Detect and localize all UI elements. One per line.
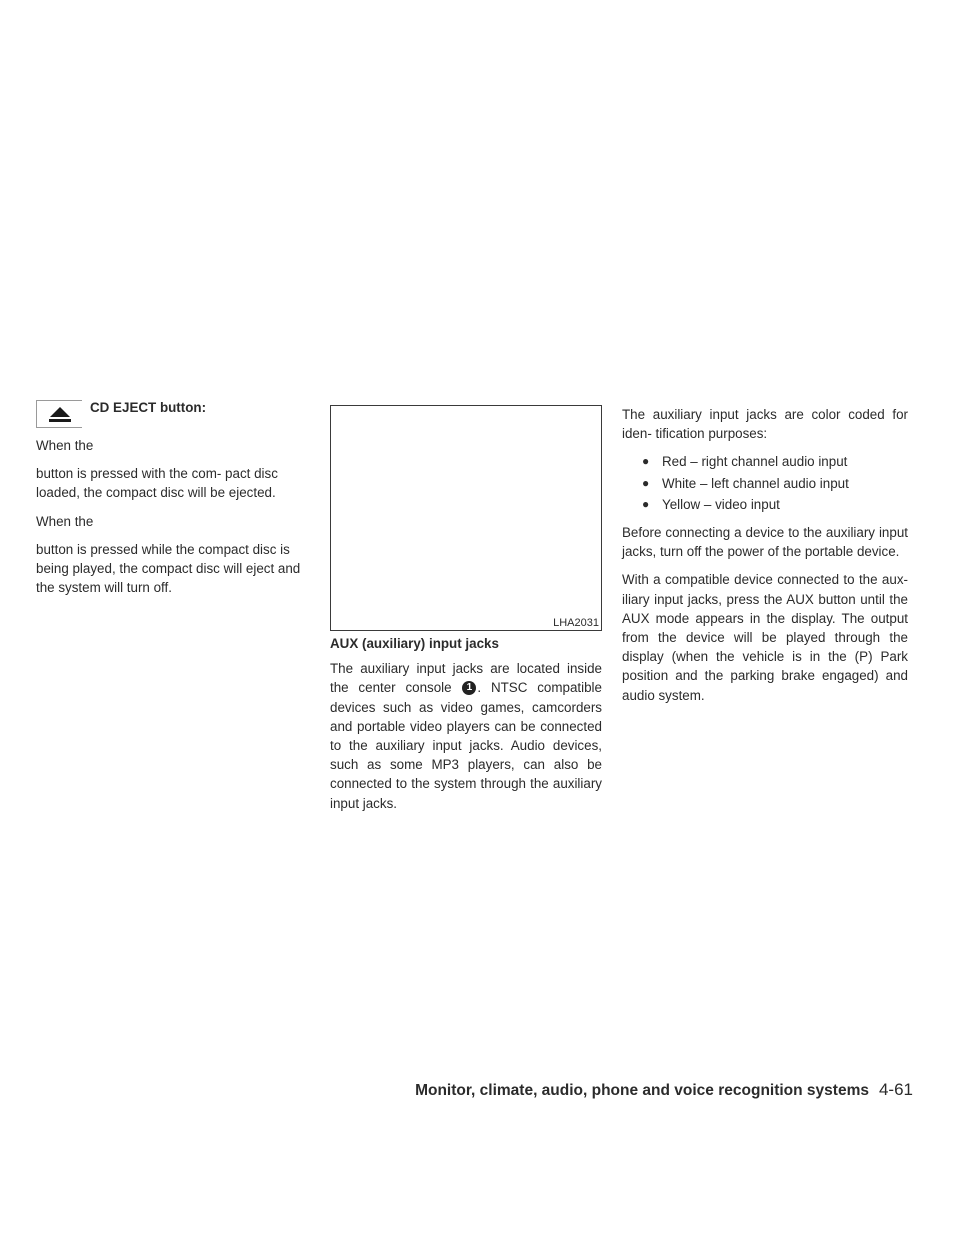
text: The auxiliary input jacks are located inside the center console [330,661,602,696]
bullet-icon: ● [642,475,650,490]
list-item [622,495,908,514]
paragraph-eject-playing [36,512,322,531]
figure-illustration [330,405,602,631]
list-item [622,452,908,471]
text: button is pressed with the com- pact disc loaded, the compact disc will be ejected. [36,466,278,501]
eject-icon [49,407,71,422]
page-footer [415,1080,913,1100]
chapter-title: Monitor, climate, audio, phone and voice recognition systems [415,1082,869,1099]
text: button is pressed while the compact disc is being played, the compact disc will eject and the system will turn off. [36,541,301,596]
text: When the [36,513,94,529]
bullet-icon: ● [642,496,650,511]
list-item-text: Red – right channel audio input [662,454,848,470]
paragraph-eject-loaded [36,436,322,455]
list-item-text: White – left channel audio input [662,475,849,491]
figure-code: LHA2031 [553,617,599,629]
heading-title: CD EJECT button: [90,400,207,415]
page-number: 4-61 [878,1080,913,1099]
paragraph-aux-location [330,659,602,813]
column-right [622,405,908,714]
callout-number-icon: 1 [462,681,476,695]
list-item-text: Yellow – video input [662,496,780,512]
column-left [36,396,322,606]
section-title: AUX (auxiliary) input jacks [330,636,499,651]
paragraph-power-off: Before connecting a device to the auxiliary input jacks, turn off the power of the portable device. [622,525,908,560]
paragraph-color-coded: The auxiliary input jacks are color coded for iden- tification purposes: [622,407,908,442]
column-middle [330,405,602,822]
cd-eject-heading [36,396,322,428]
list-item [622,474,908,493]
paragraph-aux-mode: With a compatible device connected to the aux- iliary input jacks, press the AUX button until the AUX mode appears in the display. The output from the device will be played through the display (when the vehicle is in the (P) Park position and the parking brake engaged) and audio system. [622,572,908,703]
heading-icon-box [36,400,82,428]
bullet-list [622,452,908,514]
text: When the [36,438,94,453]
bullet-icon: ● [642,454,650,469]
text: . NTSC compatible devices such as video games, camcorders and portable video players can be connected to the auxiliary input jacks. Audio devices, such as some MP3 players, can also be connected to the system through the auxiliary input jacks. [330,680,602,811]
